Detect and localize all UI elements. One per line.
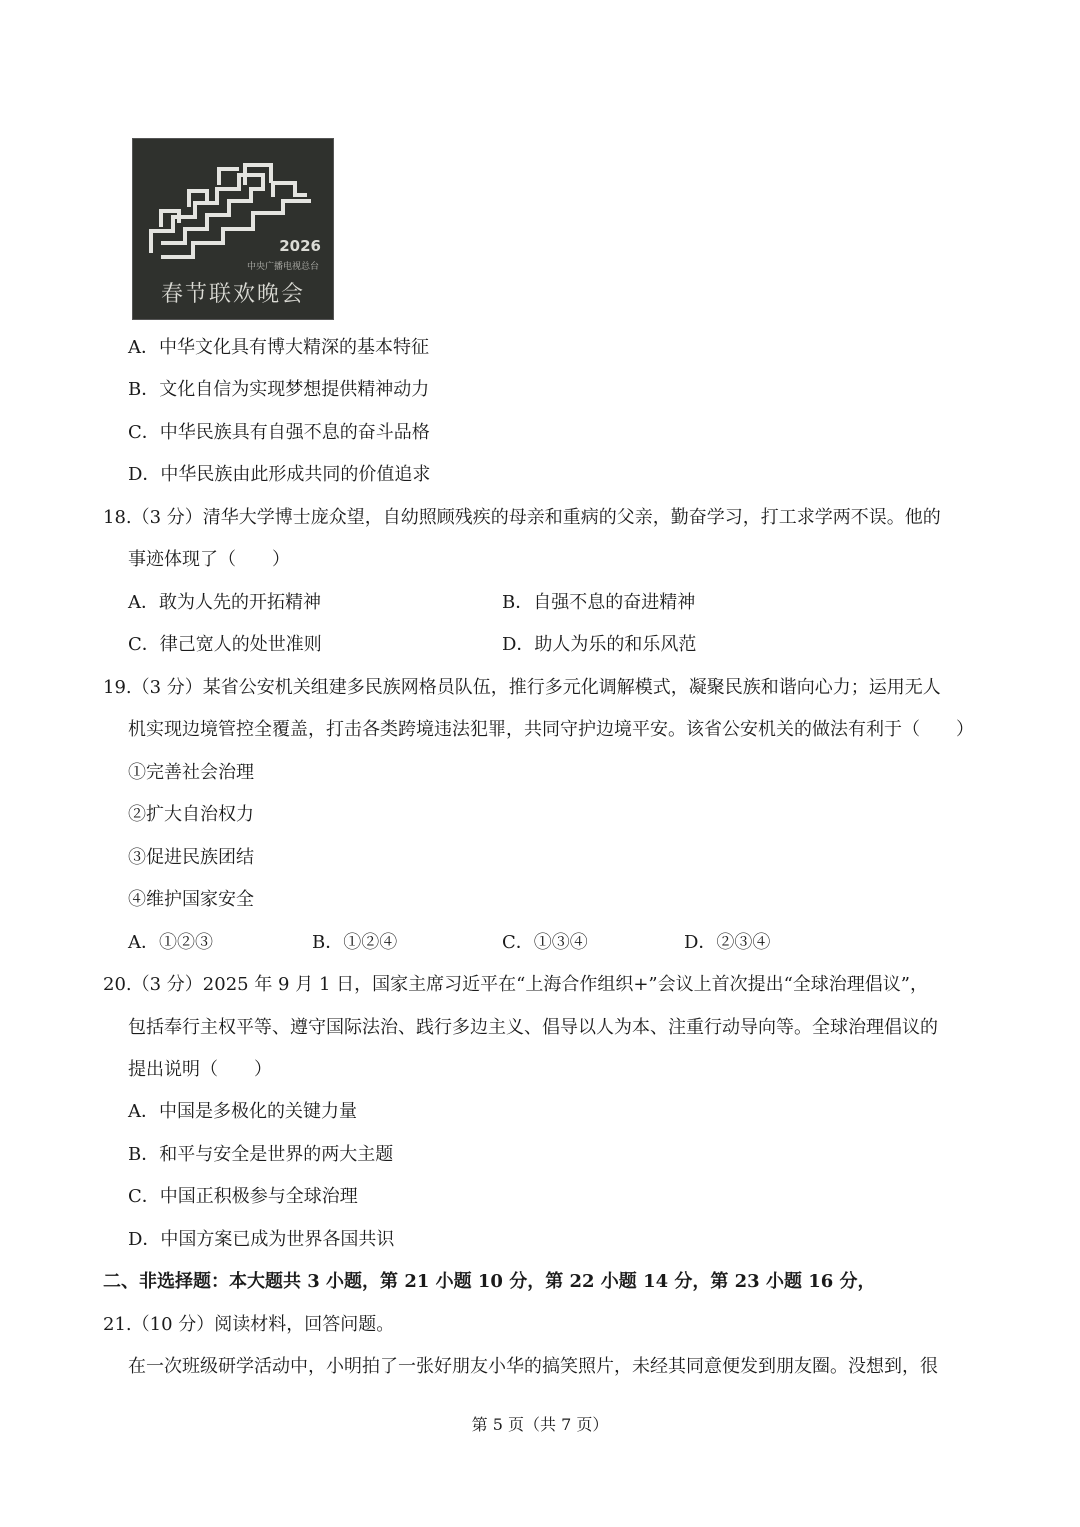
q19-stem-line1: 19.（3 分）某省公安机关组建多民族网格员队伍，推行多元化调解模式，凝聚民族和谐向心力；运用无人: [103, 677, 941, 698]
q20-option-c: C．中国正积极参与全球治理: [128, 1186, 358, 1207]
q17-option-b: B．文化自信为实现梦想提供精神动力: [128, 379, 430, 400]
logo-title: 春节联欢晚会: [160, 282, 306, 307]
q19-item-4: ④维护国家安全: [128, 889, 254, 910]
q20-option-a: A．中国是多极化的关键力量: [128, 1101, 357, 1122]
logo-year: 2026: [279, 237, 321, 255]
q18-stem-line2: 事迹体现了（ ）: [128, 549, 290, 570]
q17-option-c: C．中华民族具有自强不息的奋斗品格: [128, 422, 430, 443]
q20-stem-line2: 包括奉行主权平等、遵守国际法治、践行多边主义、倡导以人为本、注重行动导向等。全球治理倡议的: [128, 1017, 938, 1038]
q18-option-a: A．敢为人先的开拓精神: [128, 592, 321, 613]
gala-logo-image: [132, 138, 334, 320]
q21-stem: 21.（10 分）阅读材料，回答问题。: [103, 1314, 395, 1335]
q19-item-1: ①完善社会治理: [128, 762, 254, 783]
section2-heading: 二、非选择题：本大题共 3 小题，第 21 小题 10 分，第 22 小题 14 分，第 23 小题 16 分，: [103, 1271, 876, 1292]
q18-option-b: B．自强不息的奋进精神: [502, 592, 696, 613]
q17-option-d: D．中华民族由此形成共同的价值追求: [128, 464, 431, 485]
q18-stem-line1: 18.（3 分）清华大学博士庞众望，自幼照顾残疾的母亲和重病的父亲，勤奋学习，打工求学两不误。他的: [103, 507, 941, 528]
q19-option-c: C．①③④: [502, 932, 588, 953]
q20-option-b: B．和平与安全是世界的两大主题: [128, 1144, 394, 1165]
logo-org: 中央广播电视总台: [246, 262, 320, 272]
q19-item-3: ③促进民族团结: [128, 847, 254, 868]
page-footer: 第 5 页（共 7 页）: [471, 1415, 609, 1434]
q18-option-c: C．律己宽人的处世准则: [128, 634, 322, 655]
q17-option-a: A．中华文化具有博大精深的基本特征: [128, 337, 429, 358]
q21-material-line1: 在一次班级研学活动中，小明拍了一张好朋友小华的搞笑照片，未经其同意便发到朋友圈。没想到，很: [128, 1356, 938, 1377]
q20-option-d: D．中国方案已成为世界各国共识: [128, 1229, 395, 1250]
q18-option-d: D．助人为乐的和乐风范: [502, 634, 697, 655]
q19-option-a: A．①②③: [128, 932, 213, 953]
gala-logo-graphic: [133, 139, 333, 319]
q19-item-2: ②扩大自治权力: [128, 804, 254, 825]
q20-stem-line3: 提出说明（ ）: [128, 1059, 272, 1080]
q19-option-d: D．②③④: [684, 932, 771, 953]
q19-stem-line2: 机实现边境管控全覆盖，打击各类跨境违法犯罪，共同守护边境平安。该省公安机关的做法有利于（ ）: [128, 719, 974, 740]
q19-option-b: B．①②④: [312, 932, 398, 953]
q20-stem-line1: 20.（3 分）2025 年 9 月 1 日，国家主席习近平在“上海合作组织+”会议上首次提出“全球治理倡议”，: [103, 974, 929, 995]
